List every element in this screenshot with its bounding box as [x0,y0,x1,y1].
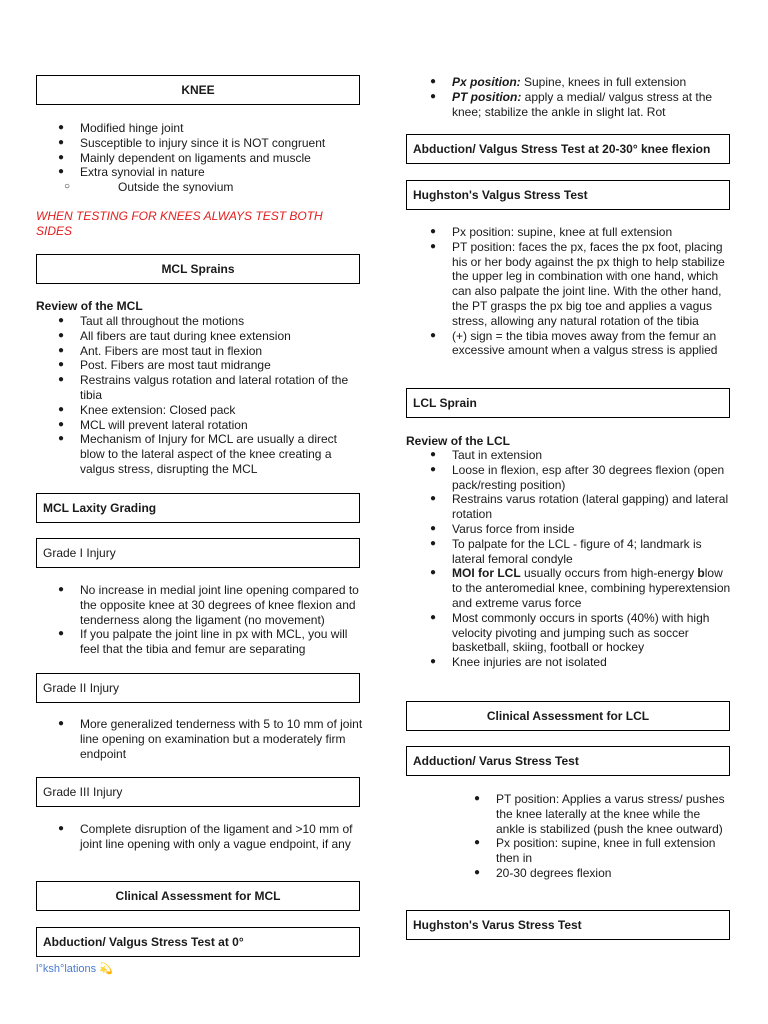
list-item: ● Restrains varus rotation (lateral gapping) and lateral rotation [430,492,729,522]
list-item: ● Px position: Supine, knees in full extension [430,75,687,89]
hughston-varus-box: Hughston's Varus Stress Test [406,910,730,940]
list-item: ● Knee extension: Closed pack [58,402,236,417]
knee-list [58,121,360,195]
list-item: ● MCL will prevent lateral rotation [58,417,248,432]
abduction-positions-list [430,75,732,119]
list-item: ● No increase in medial joint line opening compared to the opposite knee at 30 degrees of knee flexion and tenderness along the ligament (no movement) [58,583,359,627]
list-item: ● To palpate for the LCL - figure of 4; landmark is lateral femoral condyle [430,536,702,566]
footer-signature: l°ksh°lations 💫 [36,963,113,975]
lcl-review-heading: Review of the LCL [406,434,511,448]
grade1-box: Grade I Injury [36,538,360,568]
list-item: ● Loose in flexion, esp after 30 degrees flexion (open pack/resting position) [430,462,725,492]
list-item: ● Taut all throughout the motions [58,314,245,328]
list-item: ● 20-30 degrees flexion [474,865,612,880]
sparkle-icon: 💫 [99,963,113,975]
mcl-review-heading: Review of the MCL [36,299,143,313]
sub-list-item: ○ Outside the synovium [64,180,234,195]
list-item: ● Post. Fibers are most taut midrange [58,358,271,373]
mcl-review-list [58,314,362,477]
list-item: ● Complete disruption of the ligament and >10 mm of joint line opening with only a vague endpoint, if any [58,822,353,851]
grade3-box: Grade III Injury [36,777,360,807]
clinical-mcl-box: Clinical Assessment for MCL [36,881,360,911]
list-item: ● All fibers are taut during knee extension [58,328,291,343]
list-item: ● Px position: supine, knee at full extension [430,225,673,239]
list-item: ● If you palpate the joint line in px with MCL, you will feel that the tibia and femur are separating [58,627,348,657]
list-item: ● Susceptible to injury since it is NOT congruent [58,135,326,150]
list-item: ● Varus force from inside [430,521,575,536]
list-item: ● Modified hinge joint [58,121,184,135]
abduction-0-box: Abduction/ Valgus Stress Test at 0° [36,927,360,957]
list-item: ● MOI for LCL usually occurs from high-energy blow to the anteromedial knee, combining hyperextension and extreme varus force [430,566,731,610]
list-item: ● (+) sign = the tibia moves away from the femur an excessive amount when a valgus stress is applied [430,328,718,358]
list-item: ● Knee injuries are not isolated [430,655,607,670]
list-item: ● Restrains valgus rotation and lateral rotation of the tibia [58,373,349,402]
list-item: ● Extra synovial in nature [58,165,205,180]
list-item: ● Taut in extension [430,448,543,462]
grade1-list [58,583,364,657]
list-item: ● Ant. Fibers are most taut in flexion [58,343,263,358]
list-item: ● PT position: faces the px, faces the px foot, placing his or her body against the px thigh to help stabilize the upper leg in combination with one hand, which can also palpate the joint line. With the other hand, the PT grasps the px big toe and applies a vagus stress, allowing any natural rotation of the tibia [430,239,725,328]
hughston-valgus-box: Hughston's Valgus Stress Test [406,180,730,210]
clinical-lcl-box: Clinical Assessment for LCL [406,701,730,731]
mcl-sprains-box: MCL Sprains [36,254,360,284]
list-item: ● PT position: apply a medial/ valgus stress at the knee; stabilize the ankle in slight lat. Rot [430,89,713,119]
list-item: ● More generalized tenderness with 5 to 10 mm of joint line opening on examination but a moderately firm endpoint [58,717,363,761]
adduction-varus-list [474,792,732,881]
knee-title-box: KNEE [36,75,360,105]
lcl-sprain-box: LCL Sprain [406,388,730,418]
list-item: ● Most commonly occurs in sports (40%) with high velocity pivoting and jumping such as soccer basketball, skiing, football or hockey [430,610,710,655]
lcl-review-list [430,448,732,670]
abduction-2030-box: Abduction/ Valgus Stress Test at 20-30° knee flexion [406,134,730,164]
grade3-list [58,822,360,852]
warning-note: WHEN TESTING FOR KNEES ALWAYS TEST BOTH SIDES [36,209,323,238]
list-item: ● Mainly dependent on ligaments and muscle [58,150,311,165]
adduction-varus-box: Adduction/ Varus Stress Test [406,746,730,776]
list-item: ● PT position: Applies a varus stress/ pushes the knee laterally at the knee while the ankle is stabilized (push the knee outward) [474,792,725,836]
hughston-valgus-list [430,225,732,358]
mcl-laxity-box: MCL Laxity Grading [36,493,360,523]
grade2-box: Grade II Injury [36,673,360,703]
grade2-list [58,717,364,761]
list-item: ● Px position: supine, knee in full extension then in [474,836,716,866]
list-item: ● Mechanism of Injury for MCL are usually a direct blow to the lateral aspect of the knee creating a valgus stress, disrupting the MCL [58,432,337,476]
